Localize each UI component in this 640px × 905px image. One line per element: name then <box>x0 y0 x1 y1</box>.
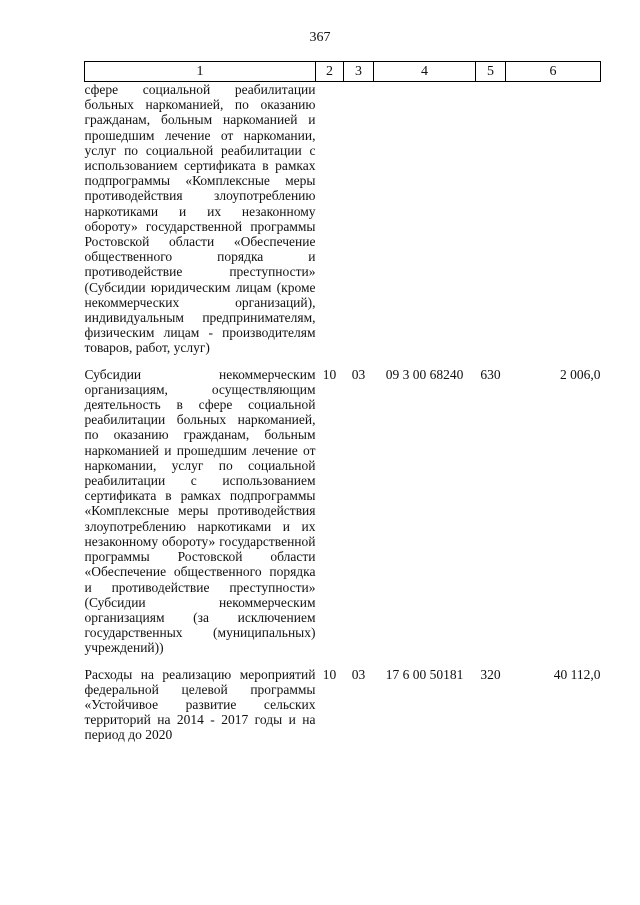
row-expense-type: 320 <box>480 666 501 682</box>
header-col-3: 3 <box>344 62 374 82</box>
row-target-article: 17 6 00 50181 <box>385 666 464 682</box>
row-description: Расходы на реализацию мероприятий федеральной целевой программы «Устойчивое развитие сельских территорий на 2014 - 2017 годы и на период до 2020 <box>84 666 316 743</box>
row-subsection <box>344 82 374 356</box>
row-amount: 2 006,0 <box>560 366 601 382</box>
row-expense-type <box>476 82 506 356</box>
row-description: сфере социальной реабилитации больных наркоманией, по оказанию гражданам, больным наркоманией и прошедшим лечение от наркомании, услуг по социальной реабилитации с использованием сертификата в рамках подпрограммы «Комплексные меры противодействия злоупотреблению наркотиками и их незаконному обороту» государственной программы Ростовской области «Обеспечение общественного порядка и противодействие преступности» (Субсидии юридическим лицам (кроме некоммерческих организаций), индивидуальным предпринимателям, физическим лицам - производителям товаров, работ, услуг) <box>84 82 316 356</box>
page-number: 367 <box>309 30 331 45</box>
table-header-row <box>85 62 601 82</box>
table-row <box>85 356 601 656</box>
header-col-2: 2 <box>316 62 344 82</box>
row-expense-type: 630 <box>480 366 501 382</box>
header-col-6: 6 <box>506 62 601 82</box>
table-row <box>85 656 601 743</box>
header-col-4: 4 <box>374 62 476 82</box>
row-subsection: 03 <box>351 366 366 382</box>
row-section <box>316 82 344 356</box>
budget-table <box>84 61 601 743</box>
header-col-1: 1 <box>85 62 316 82</box>
row-amount: 40 112,0 <box>553 666 601 682</box>
row-target-article <box>374 82 476 356</box>
row-subsection: 03 <box>351 666 366 682</box>
row-description: Субсидии некоммерческим организациям, осуществляющим деятельность в сфере социальной реабилитации больных наркоманией, по оказанию гражданам, больным наркоманией и прошедшим лечение от наркомании, услуг по социальной реабилитации с использованием сертификата в рамках подпрограммы «Комплексные меры противодействия злоупотреблению наркотиками и их незаконному обороту» государственной программы Ростовской области «Обеспечение общественного порядка и противодействие преступности» (Субсидии некоммерческим организациям (за исключением государственных (муниципальных) учреждений)) <box>84 366 316 656</box>
row-section: 10 <box>322 366 337 382</box>
table-row <box>85 82 601 356</box>
row-section: 10 <box>322 666 337 682</box>
row-amount <box>506 82 601 356</box>
header-col-5: 5 <box>476 62 506 82</box>
row-target-article: 09 3 00 68240 <box>385 366 464 382</box>
